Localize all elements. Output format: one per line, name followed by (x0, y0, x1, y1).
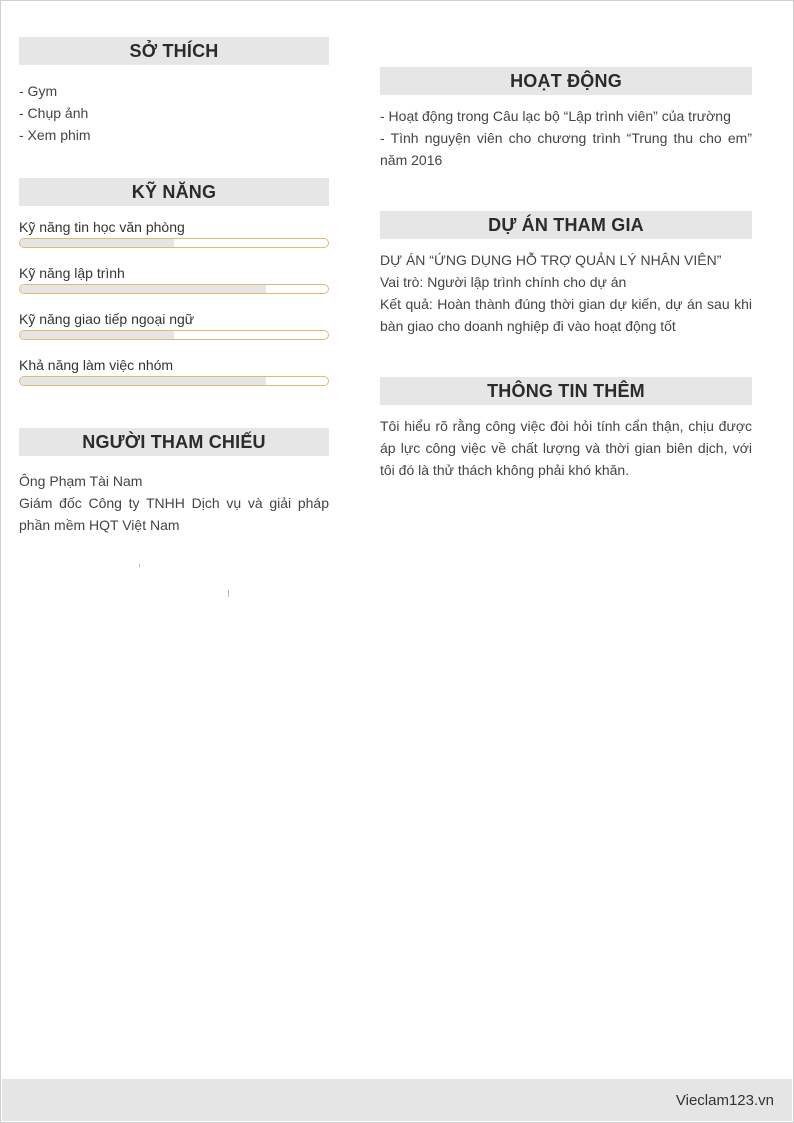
stray-mark (139, 564, 140, 567)
stray-mark (228, 590, 229, 597)
project-role: Vai trò: Người lập trình chính cho dự án (380, 274, 627, 290)
skill-item (19, 356, 329, 386)
skill-label: Khả năng làm việc nhóm (19, 357, 174, 373)
activities-title: HOẠT ĐỘNG (380, 67, 752, 95)
reference-name: Ông Phạm Tài Nam (19, 473, 143, 489)
right-column (380, 67, 752, 481)
activities-section (380, 67, 752, 171)
skill-bar-fill (20, 285, 266, 293)
skills-section (19, 178, 329, 386)
projects-title: DỰ ÁN THAM GIA (380, 211, 752, 239)
project-details (380, 249, 752, 337)
skill-label: Kỹ năng tin học văn phòng (19, 219, 185, 235)
skill-bar-fill (20, 331, 174, 339)
extra-text: Tôi hiểu rõ rằng công việc đòi hỏi tính cẩn thận, chịu được áp lực công việc về chất lượng và thời gian biên dịch, với tôi đó là thử thách không phải khó khăn. (380, 418, 752, 478)
hobbies-section (19, 37, 329, 146)
list-item: - Chụp ảnh (19, 105, 89, 121)
skills-list (19, 218, 329, 386)
list-item: - Hoạt động trong Câu lạc bộ “Lập trình viên” của trường (380, 108, 731, 124)
skill-item (19, 310, 329, 340)
hobbies-list (19, 80, 329, 146)
projects-section (380, 211, 752, 337)
list-item: - Gym (19, 83, 58, 99)
skill-bar (19, 284, 329, 294)
extra-section (380, 377, 752, 481)
skill-bar (19, 238, 329, 248)
skill-bar (19, 330, 329, 340)
skill-bar (19, 376, 329, 386)
skill-label: Kỹ năng lập trình (19, 265, 125, 281)
list-item: - Xem phim (19, 127, 91, 143)
skill-item (19, 218, 329, 248)
reference-position: Giám đốc Công ty TNHH Dịch vụ và giải pháp phần mềm HQT Việt Nam (19, 495, 329, 533)
skills-title: KỸ NĂNG (19, 178, 329, 206)
skill-item (19, 264, 329, 294)
footer (2, 1079, 792, 1121)
activities-list (380, 105, 752, 171)
skill-bar-fill (20, 239, 174, 247)
project-result: Kết quả: Hoàn thành đúng thời gian dự kiến, dự án sau khi bàn giao cho doanh nghiệp đi vào hoạt động tốt (380, 296, 752, 334)
footer-brand[interactable]: Vieclam123.vn (675, 1092, 774, 1109)
references-section (19, 428, 329, 536)
list-item: - Tình nguyện viên cho chương trình “Trung thu cho em” năm 2016 (380, 130, 752, 168)
left-column (19, 37, 329, 536)
extra-title: THÔNG TIN THÊM (380, 377, 752, 405)
project-name: DỰ ÁN “ỨNG DỤNG HỖ TRỢ QUẢN LÝ NHÂN VIÊN” (380, 252, 722, 268)
references-title: NGƯỜI THAM CHIẾU (19, 428, 329, 456)
hobbies-title: SỞ THÍCH (19, 37, 329, 65)
skill-bar-fill (20, 377, 266, 385)
skill-label: Kỹ năng giao tiếp ngoại ngữ (19, 311, 195, 327)
